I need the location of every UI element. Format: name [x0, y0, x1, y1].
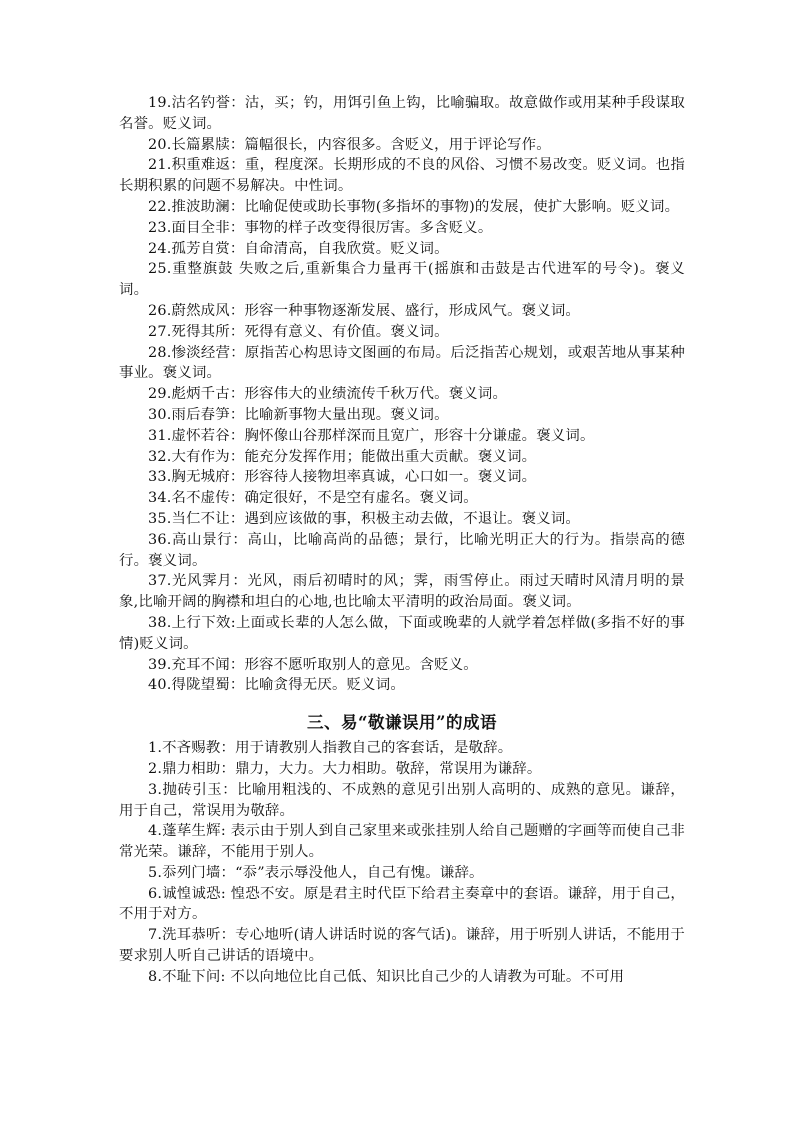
idiom-entry: 6.诚惶诚恐: 惶恐不安。原是君主时代臣下给君主奏章中的套语。谦辞，用于自己，不用于对方。 [119, 885, 685, 923]
idiom-entry: 8.不耻下问: 不以向地位比自己低、知识比自己少的人请教为可耻。不可用 [148, 968, 625, 985]
idiom-list-part1 [119, 93, 685, 696]
idiom-entry: 28.惨淡经营：原指苦心构思诗文图画的布局。后泛指苦心规划，或艰苦地从事某种事业。褒义词。 [119, 344, 685, 382]
idiom-entry: 36.高山景行：高山，比喻高尚的品德；景行，比喻光明正大的行为。指崇高的德行。褒义词。 [119, 531, 685, 569]
document-body [119, 93, 685, 988]
idiom-entry: 23.面目全非：事物的样子改变得很厉害。多含贬义。 [148, 219, 493, 236]
idiom-entry: 33.胸无城府：形容待人接物坦率真诚，心口如一。褒义词。 [148, 469, 537, 486]
idiom-entry: 26.蔚然成风：形容一种事物逐渐发展、盛行，形成风气。褒义词。 [148, 302, 581, 319]
idiom-entry: 20.长篇累牍：篇幅很长，内容很多。含贬义，用于评论写作。 [148, 136, 551, 153]
idiom-entry: 25.重整旗鼓 失败之后,重新集合力量再干(摇旗和击鼓是古代进军的号令)。褒义词。 [119, 261, 685, 299]
idiom-entry: 7.洗耳恭听：专心地听(请人讲话时说的客气话)。谦辞，用于听别人讲话，不能用于要求别人听自己讲话的语境中。 [119, 927, 685, 965]
idiom-entry: 31.虚怀若谷：胸怀像山谷那样深而且宽广，形容十分谦虚。褒义词。 [148, 427, 595, 444]
idiom-entry: 1.不吝赐教：用于请教别人指教自己的客套话，是敬辞。 [148, 740, 513, 757]
idiom-entry: 3.抛砖引玉：比喻用粗浅的、不成熟的意见引出别人高明的、成熟的意见。谦辞，用于自己，常误用为敬辞。 [119, 781, 685, 819]
idiom-entry: 29.彪炳千古：形容伟大的业绩流传千秋万代。褒义词。 [148, 386, 508, 403]
section-heading: 三、易“敬谦误用”的成语 [307, 713, 497, 733]
idiom-entry: 38.上行下效:上面或长辈的人怎么做，下面或晚辈的人就学着怎样做(多指不好的事情)贬义词。 [119, 614, 685, 652]
idiom-entry: 2.鼎力相助：鼎力，大力。大力相助。敬辞，常误用为谦辞。 [148, 760, 542, 777]
idiom-list-part2 [119, 738, 685, 988]
idiom-entry: 5.忝列门墙：“忝”表示辱没他人，自己有愧。谦辞。 [148, 864, 484, 881]
idiom-entry: 22.推波助澜：比喻促使或助长事物(多指坏的事物)的发展，使扩大影响。贬义词。 [148, 198, 680, 215]
idiom-entry: 37.光风霁月：光风，雨后初晴时的风；霁，雨雪停止。雨过天晴时风清月明的景象,比喻开阔的胸襟和坦白的心地,也比喻太平清明的政治局面。褒义词。 [119, 573, 685, 611]
idiom-entry: 30.雨后春笋：比喻新事物大量出现。褒义词。 [148, 406, 449, 423]
idiom-entry: 27.死得其所：死得有意义、有价值。褒义词。 [148, 323, 449, 340]
idiom-entry: 40.得陇望蜀：比喻贪得无厌。贬义词。 [148, 677, 405, 694]
idiom-entry: 19.沽名钓誉：沽，买；钓，用饵引鱼上钩，比喻骗取。故意做作或用某种手段谋取名誉。贬义词。 [119, 95, 685, 132]
idiom-entry: 4.蓬荜生辉: 表示由于别人到自己家里来或张挂别人给自己题赠的字画等而使自己非常光荣。谦辞，不能用于别人。 [119, 823, 685, 861]
idiom-entry: 32.大有作为：能充分发挥作用；能做出重大贡献。褒义词。 [148, 448, 537, 465]
idiom-entry: 35.当仁不让：遇到应该做的事，积极主动去做，不退让。褒义词。 [148, 510, 581, 527]
idiom-entry: 39.充耳不闻：形容不愿听取别人的意见。含贬义。 [148, 656, 478, 673]
idiom-entry: 21.积重难返：重，程度深。长期形成的不良的风俗、习惯不易改变。贬义词。也指长期积累的问题不易解决。中性词。 [119, 157, 685, 195]
idiom-entry: 34.名不虚传：确定很好，不是空有虚名。褒义词。 [148, 490, 478, 507]
idiom-entry: 24.孤芳自赏：自命清高，自我欣赏。贬义词。 [148, 240, 449, 257]
